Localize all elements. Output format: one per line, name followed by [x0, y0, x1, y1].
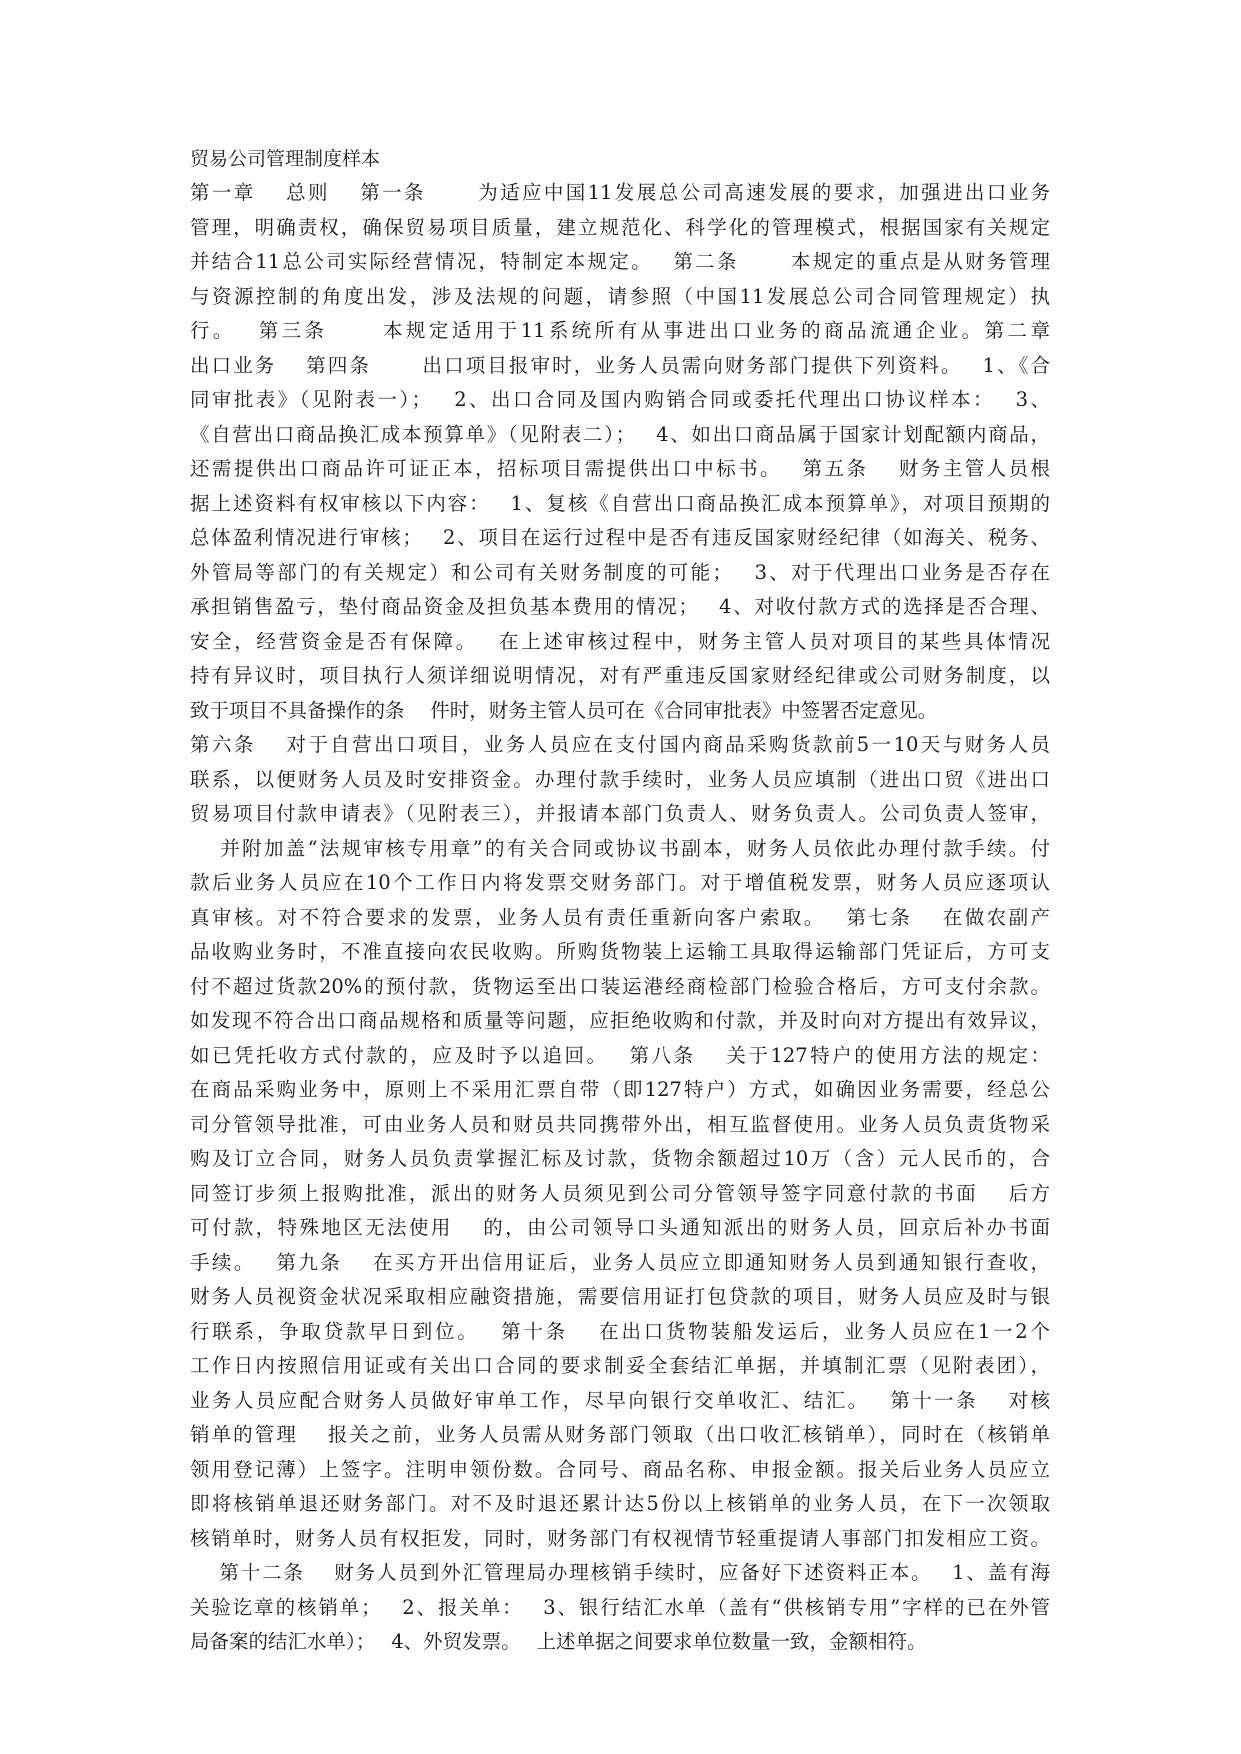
body-line: 同签订步须上报购批准，派出的财务人员须见到公司分管领导签字同意付款的书面 后方	[190, 1181, 1050, 1205]
body-line: 管理，明确责权，确保贸易项目质量，建立规范化、科学化的管理模式，根据国家有关规定	[190, 215, 1050, 239]
document-title: 贸易公司管理制度样本	[190, 148, 381, 170]
body-line: 业务人员应配合财务人员做好审单工作，尽早向银行交单收汇、结汇。 第十一条 对核	[190, 1388, 1050, 1412]
body-line: 款后业务人员应在10个工作日内将发票交财务部门。对于增值税发票，财务人员应逐项认	[190, 871, 1050, 894]
body-line: 财务人员视资金状况采取相应融资措施，需要信用证打包贷款的项目，财务人员应及时与银	[190, 1285, 1050, 1308]
body-line: 还需提供出口商品许可证正本，招标项目需提供出口中标书。 第五条 财务主管人员根	[190, 457, 1050, 480]
body-line: 并结合11总公司实际经营情况，特制定本规定。 第二条 本规定的重点是从财务管理	[190, 250, 1050, 273]
body-line: 在商品采购业务中，原则上不采用汇票自带（即127特户）方式，如确因业务需要，经总公	[190, 1078, 1050, 1101]
body-line: 司分管领导批准，可由业务人员和财员共同携带外出，相互监督使用。业务人员负责货物采	[190, 1112, 1050, 1136]
body-line: 贸易项目付款申请表》（见附表三），并报请本部门负责人、财务负责人。公司负责人签审，	[190, 802, 1050, 825]
body-line: 品收购业务时，不准直接向农民收购。所购货物装上运输工具取得运输部门凭证后，方可支	[190, 940, 1050, 963]
body-line: 安全，经营资金是否有保障。 在上述审核过程中，财务主管人员对项目的某些具体情况	[190, 629, 1050, 653]
body-line: 总体盈利情况进行审核； 2、项目在运行过程中是否有违反国家财经纪律（如海关、税务、	[190, 526, 1050, 549]
body-line: 第一章 总则 第一条 为适应中国11发展总公司高速发展的要求，加强进出口业务	[190, 181, 1050, 204]
body-line: 与资源控制的角度出发，涉及法规的问题，请参照（中国11发展总公司合同管理规定）执	[190, 284, 1050, 308]
body-line: 出口业务 第四条 出口项目报审时，业务人员需向财务部门提供下列资料。 1、《合	[190, 353, 1050, 377]
body-line: 核销单时，财务人员有权拒发，同时，财务部门有权视情节轻重提请人事部门扣发相应工资。	[190, 1526, 1050, 1550]
body-line: 行。 第三条 本规定适用于11系统所有从事进出口业务的商品流通企业。第二章	[190, 319, 1050, 342]
body-line: 局备案的结汇水单）； 4、外贸发票。 上述单据之间要求单位数量一致，金额相符。	[190, 1630, 927, 1653]
body-line: 第十二条 财务人员到外汇管理局办理核销手续时，应备好下述资料正本。 1、盖有海	[190, 1561, 1050, 1584]
body-line: 据上述资料有权审核以下内容： 1、复核《自营出口商品换汇成本预算单》，对项目预期的	[190, 491, 1050, 515]
body-line: 第六条 对于自营出口项目，业务人员应在支付国内商品采购货款前5一10天与财务人员	[190, 733, 1050, 756]
body-line: 同审批表》（见附表一）； 2、出口合同及国内购销合同或委托代理出口协议样本： 3、	[190, 388, 1050, 411]
body-line: 关验讫章的核销单； 2、报关单： 3、银行结汇水单（盖有“供核销专用”字样的已在外管	[190, 1595, 1050, 1619]
body-line: 并附加盖“法规审核专用章”的有关合同或协议书副本，财务人员依此办理付款手续。付	[190, 836, 1050, 860]
body-line: 付不超过货款20%的预付款，货物运至出口装运港经商检部门检验合格后，方可支付余款。	[190, 974, 1050, 998]
body-line: 手续。 第九条 在买方开出信用证后，业务人员应立即通知财务人员到通知银行查收，	[190, 1250, 1050, 1274]
body-line: 持有异议时，项目执行人须详细说明情况，对有严重违反国家财经纪律或公司财务制度，以	[190, 664, 1050, 687]
document-body	[190, 176, 1050, 1660]
body-line: 承担销售盈亏，垫付商品资金及担负基本费用的情况； 4、对收付款方式的选择是否合理、	[190, 595, 1050, 618]
body-line: 《自营出口商品换汇成本预算单》（见附表二）； 4、如出口商品属于国家计划配额内商品，	[190, 422, 1050, 446]
body-line: 领用登记薄）上签字。注明申领份数。合同号、商品名称、申报金额。报关后业务人员应立	[190, 1457, 1050, 1481]
body-line: 真审核。对不符合要求的发票，业务人员有责任重新向客户索取。 第七条 在做农副产	[190, 905, 1050, 929]
body-line: 如发现不符合出口商品规格和质量等问题，应拒绝收购和付款，并及时向对方提出有效异议，	[190, 1009, 1050, 1032]
document-page	[190, 146, 1050, 1660]
body-line: 销单的管理 报关之前，业务人员需从财务部门领取（出口收汇核销单），同时在（核销单	[190, 1423, 1050, 1446]
body-line: 外管局等部门的有关规定）和公司有关财务制度的可能； 3、对于代理出口业务是否存在	[190, 560, 1050, 584]
body-line: 可付款，特殊地区无法使用 的，由公司领导口头通知派出的财务人员，回京后补办书面	[190, 1216, 1050, 1239]
body-line: 即将核销单退还财务部门。对不及时退还累计达5份以上核销单的业务人员，在下一次领取	[190, 1492, 1050, 1515]
body-line: 行联系，争取贷款早日到位。 第十条 在出口货物装船发运后，业务人员应在1一2个	[190, 1319, 1050, 1343]
body-line: 购及订立合同，财务人员负责掌握汇标及讨款，货物余额超过10万（含）元人民币的，合	[190, 1147, 1050, 1170]
body-line: 工作日内按照信用证或有关出口合同的要求制妥全套结汇单据，并填制汇票（见附表团），	[190, 1354, 1050, 1377]
body-line: 联系，以便财务人员及时安排资金。办理付款手续时，业务人员应填制（进出口贸《进出口	[190, 767, 1050, 791]
body-line: 致于项目不具备操作的条 件时，财务主管人员可在《合同审批表》中签署否定意见。	[190, 698, 938, 722]
body-line: 如已凭托收方式付款的，应及时予以追回。 第八条 关于127特户的使用方法的规定：	[190, 1043, 1050, 1067]
